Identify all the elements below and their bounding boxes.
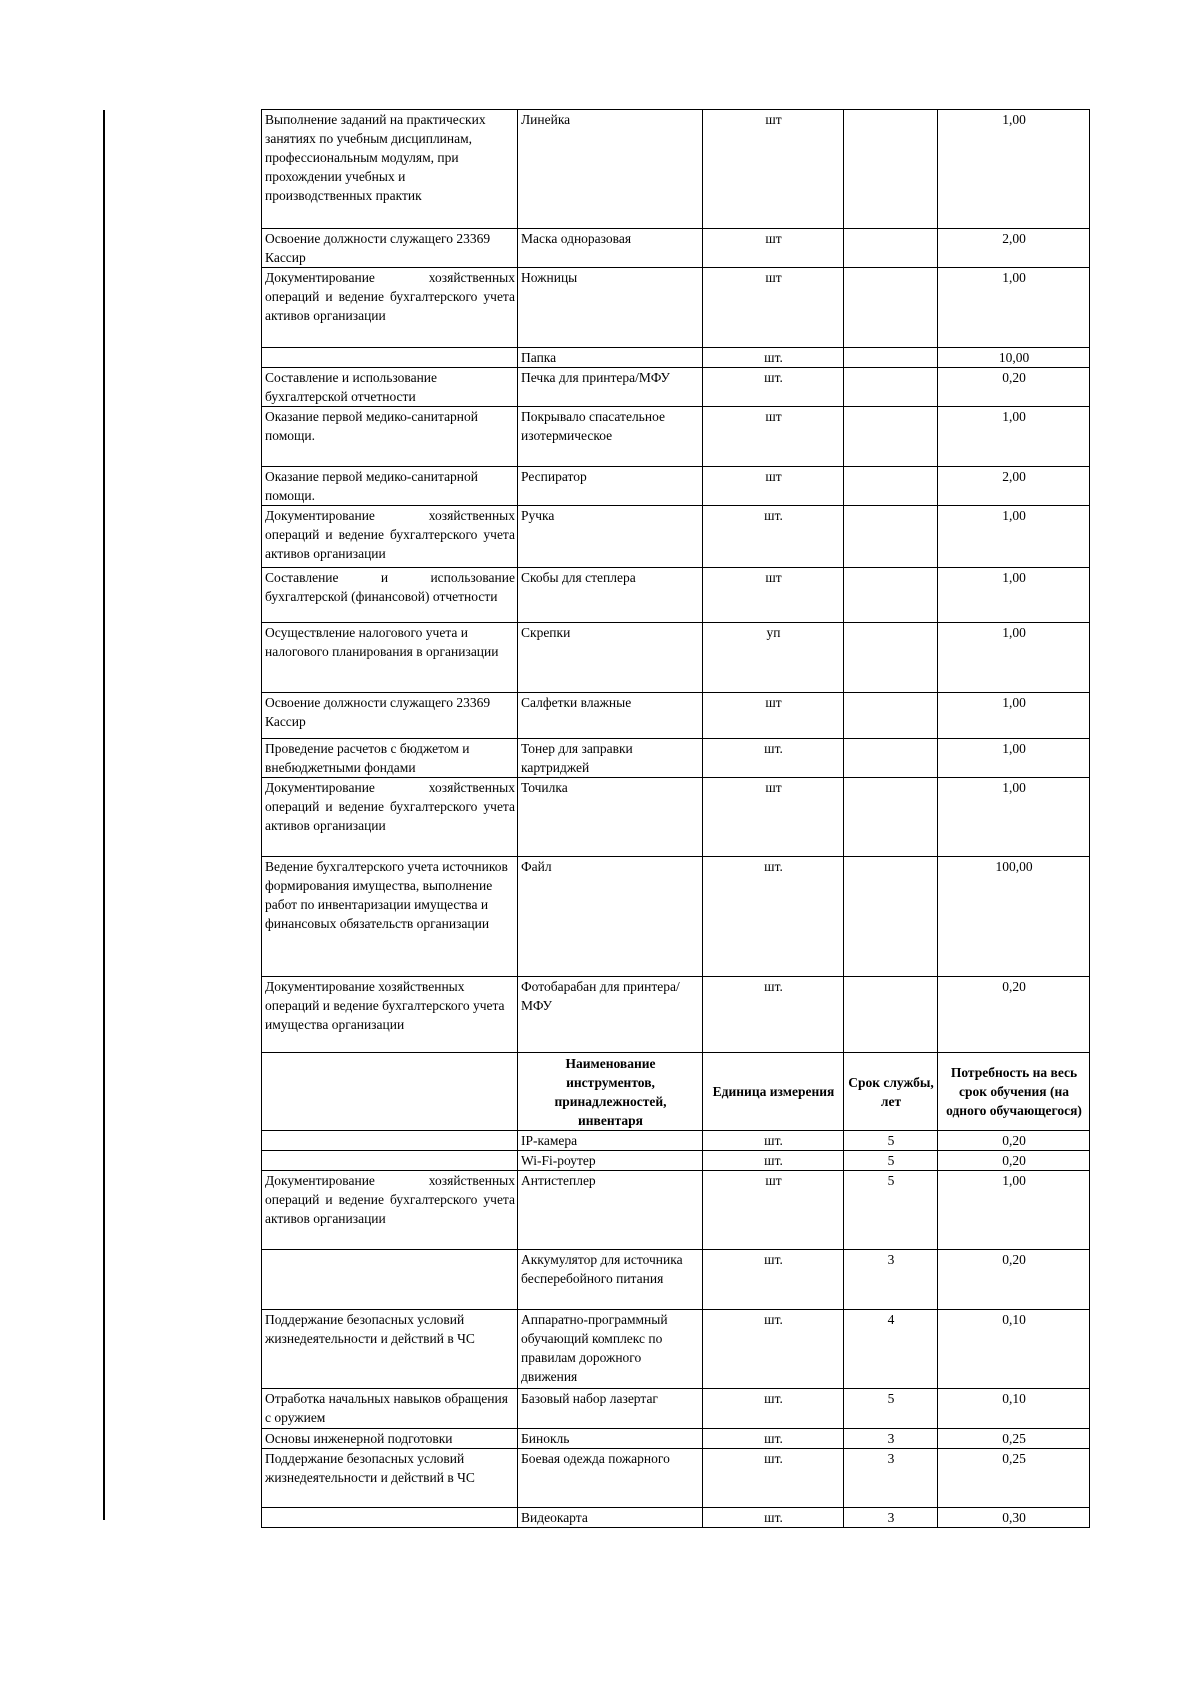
activity-cell: Составление и использование бухгалтерской (финансовой) отчетности	[262, 568, 518, 623]
unit-cell: шт.	[703, 1250, 844, 1310]
activity-cell: Поддержание безопасных условий жизнедеятельности и действий в ЧС	[262, 1310, 518, 1389]
item-cell: Печка для принтера/МФУ	[518, 368, 703, 407]
item-cell: Видеокарта	[518, 1508, 703, 1528]
activity-cell	[262, 1131, 518, 1151]
life-cell	[844, 229, 938, 268]
unit-cell: шт	[703, 229, 844, 268]
life-cell	[844, 977, 938, 1053]
life-cell	[844, 467, 938, 506]
qty-cell: 1,00	[938, 506, 1090, 568]
item-cell: Аккумулятор для источника бесперебойного питания	[518, 1250, 703, 1310]
qty-cell: 0,20	[938, 1131, 1090, 1151]
activity-cell: Основы инженерной подготовки	[262, 1429, 518, 1449]
item-cell: Папка	[518, 348, 703, 368]
qty-cell: 1,00	[938, 1171, 1090, 1250]
table-row	[262, 467, 1090, 506]
activity-cell: Выполнение заданий на практических занятиях по учебным дисциплинам, профессиональным модулям, при прохождении учебных и производственных практик	[262, 110, 518, 229]
table-row	[262, 1250, 1090, 1310]
header-qty: Потребность на весь срок обучения (на одного обучающегося)	[938, 1053, 1090, 1131]
qty-cell: 2,00	[938, 467, 1090, 506]
table-header-row	[262, 1053, 1090, 1131]
table-row	[262, 1310, 1090, 1389]
activity-cell: Документирование хозяйственных операций и ведение бухгалтерского учета активов организации	[262, 268, 518, 348]
life-cell: 5	[844, 1131, 938, 1151]
table-row	[262, 1131, 1090, 1151]
life-cell: 4	[844, 1310, 938, 1389]
item-cell: Линейка	[518, 110, 703, 229]
table-row	[262, 407, 1090, 467]
qty-cell: 100,00	[938, 857, 1090, 977]
table-row	[262, 1389, 1090, 1429]
life-cell	[844, 623, 938, 693]
activity-cell: Освоение должности служащего 23369 Кассир	[262, 229, 518, 268]
header-life: Срок службы, лет	[844, 1053, 938, 1131]
table-row	[262, 857, 1090, 977]
table-row	[262, 348, 1090, 368]
item-cell: Антистеплер	[518, 1171, 703, 1250]
unit-cell: шт.	[703, 1131, 844, 1151]
qty-cell: 0,10	[938, 1310, 1090, 1389]
header-item: Наименование инструментов, принадлежностей, инвентаря	[518, 1053, 703, 1131]
unit-cell: шт.	[703, 1310, 844, 1389]
unit-cell: шт	[703, 568, 844, 623]
item-cell: Тонер для заправки картриджей	[518, 739, 703, 778]
activity-cell: Осуществление налогового учета и налогового планирования в организации	[262, 623, 518, 693]
item-cell: Ножницы	[518, 268, 703, 348]
qty-cell: 1,00	[938, 693, 1090, 739]
life-cell	[844, 368, 938, 407]
qty-cell: 0,20	[938, 977, 1090, 1053]
activity-cell: Поддержание безопасных условий жизнедеятельности и действий в ЧС	[262, 1449, 518, 1508]
item-cell: Салфетки влажные	[518, 693, 703, 739]
life-cell	[844, 857, 938, 977]
activity-cell	[262, 1151, 518, 1171]
item-cell: Файл	[518, 857, 703, 977]
life-cell	[844, 348, 938, 368]
activity-cell: Оказание первой медико-санитарной помощи.	[262, 407, 518, 467]
qty-cell: 1,00	[938, 110, 1090, 229]
unit-cell: шт.	[703, 1429, 844, 1449]
activity-cell: Документирование хозяйственных операций и ведение бухгалтерского учета активов организации	[262, 778, 518, 857]
activity-cell: Оказание первой медико-санитарной помощи.	[262, 467, 518, 506]
activity-cell: Документирование хозяйственных операций и ведение бухгалтерского учета имущества организации	[262, 977, 518, 1053]
item-cell: Скобы для степлера	[518, 568, 703, 623]
item-cell: Аппаратно-программный обучающий комплекс по правилам дорожного движения	[518, 1310, 703, 1389]
qty-cell: 1,00	[938, 739, 1090, 778]
qty-cell: 0,20	[938, 1250, 1090, 1310]
item-cell: IP-камера	[518, 1131, 703, 1151]
life-cell: 3	[844, 1508, 938, 1528]
table-row	[262, 693, 1090, 739]
life-cell: 5	[844, 1389, 938, 1429]
life-cell: 3	[844, 1429, 938, 1449]
table-row	[262, 1151, 1090, 1171]
life-cell	[844, 778, 938, 857]
table-row	[262, 368, 1090, 407]
item-cell: Респиратор	[518, 467, 703, 506]
page-margin-rule	[103, 110, 105, 1520]
life-cell: 5	[844, 1171, 938, 1250]
life-cell: 3	[844, 1250, 938, 1310]
item-cell: Скрепки	[518, 623, 703, 693]
activity-cell: Документирование хозяйственных операций и ведение бухгалтерского учета активов организации	[262, 1171, 518, 1250]
table-row	[262, 268, 1090, 348]
header-activity	[262, 1053, 518, 1131]
item-cell: Базовый набор лазертаг	[518, 1389, 703, 1429]
item-cell: Бинокль	[518, 1429, 703, 1449]
activity-cell: Составление и использование бухгалтерской отчетности	[262, 368, 518, 407]
unit-cell: шт.	[703, 368, 844, 407]
qty-cell: 1,00	[938, 268, 1090, 348]
activity-cell	[262, 1508, 518, 1528]
qty-cell: 0,30	[938, 1508, 1090, 1528]
item-cell: Точилка	[518, 778, 703, 857]
unit-cell: шт	[703, 778, 844, 857]
unit-cell: шт.	[703, 1449, 844, 1508]
qty-cell: 0,25	[938, 1429, 1090, 1449]
unit-cell: шт	[703, 1171, 844, 1250]
activity-cell: Проведение расчетов с бюджетом и внебюджетными фондами	[262, 739, 518, 778]
life-cell	[844, 506, 938, 568]
unit-cell: шт.	[703, 1508, 844, 1528]
table-row	[262, 1171, 1090, 1250]
unit-cell: шт.	[703, 1389, 844, 1429]
qty-cell: 1,00	[938, 407, 1090, 467]
table-row	[262, 229, 1090, 268]
unit-cell: шт.	[703, 1151, 844, 1171]
table-row	[262, 977, 1090, 1053]
table-row	[262, 110, 1090, 229]
unit-cell: уп	[703, 623, 844, 693]
item-cell: Ручка	[518, 506, 703, 568]
table-row	[262, 1429, 1090, 1449]
qty-cell: 0,20	[938, 368, 1090, 407]
life-cell: 3	[844, 1449, 938, 1508]
item-cell: Фотобарабан для принтера/МФУ	[518, 977, 703, 1053]
table-row	[262, 568, 1090, 623]
item-cell: Боевая одежда пожарного	[518, 1449, 703, 1508]
table-row	[262, 778, 1090, 857]
activity-cell: Ведение бухгалтерского учета источников формирования имущества, выполнение работ по инвентаризации имущества и финансовых обязательств организации	[262, 857, 518, 977]
life-cell: 5	[844, 1151, 938, 1171]
qty-cell: 1,00	[938, 568, 1090, 623]
qty-cell: 1,00	[938, 778, 1090, 857]
activity-cell: Отработка начальных навыков обращения с оружием	[262, 1389, 518, 1429]
unit-cell: шт.	[703, 348, 844, 368]
unit-cell: шт.	[703, 739, 844, 778]
unit-cell: шт	[703, 407, 844, 467]
unit-cell: шт.	[703, 506, 844, 568]
qty-cell: 0,10	[938, 1389, 1090, 1429]
life-cell	[844, 268, 938, 348]
qty-cell: 10,00	[938, 348, 1090, 368]
qty-cell: 2,00	[938, 229, 1090, 268]
qty-cell: 0,20	[938, 1151, 1090, 1171]
life-cell	[844, 693, 938, 739]
item-cell: Покрывало спасательное изотермическое	[518, 407, 703, 467]
unit-cell: шт.	[703, 977, 844, 1053]
life-cell	[844, 739, 938, 778]
unit-cell: шт	[703, 467, 844, 506]
unit-cell: шт.	[703, 857, 844, 977]
qty-cell: 1,00	[938, 623, 1090, 693]
table-row	[262, 1508, 1090, 1528]
life-cell	[844, 110, 938, 229]
activity-cell: Освоение должности служащего 23369 Кассир	[262, 693, 518, 739]
unit-cell: шт	[703, 693, 844, 739]
activity-cell	[262, 348, 518, 368]
table-row	[262, 623, 1090, 693]
life-cell	[844, 568, 938, 623]
item-cell: Маска одноразовая	[518, 229, 703, 268]
unit-cell: шт	[703, 110, 844, 229]
activity-cell: Документирование хозяйственных операций и ведение бухгалтерского учета активов организации	[262, 506, 518, 568]
table-row	[262, 506, 1090, 568]
table-row	[262, 1449, 1090, 1508]
qty-cell: 0,25	[938, 1449, 1090, 1508]
header-unit: Единица измерения	[703, 1053, 844, 1131]
life-cell	[844, 407, 938, 467]
activity-cell	[262, 1250, 518, 1310]
inventory-table	[261, 109, 1090, 1528]
unit-cell: шт	[703, 268, 844, 348]
item-cell: Wi-Fi-роутер	[518, 1151, 703, 1171]
table-row	[262, 739, 1090, 778]
